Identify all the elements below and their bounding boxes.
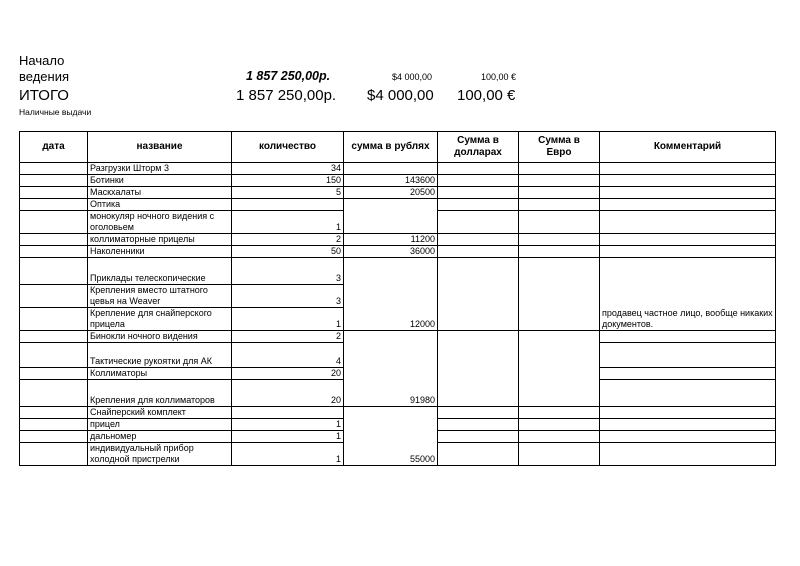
item-name: Маскхалаты: [88, 187, 232, 199]
col-eur: [519, 132, 600, 163]
item-name: Бинокли ночного видения: [88, 331, 232, 343]
item-rub: 55000: [344, 407, 438, 466]
col-date: дата: [20, 132, 88, 163]
item-rub: 11200: [344, 234, 438, 246]
col-rub: сумма в рублях: [344, 132, 438, 163]
cash-table: [19, 131, 776, 466]
start-label-line1: Начало: [19, 53, 65, 68]
item-name: Тактические рукоятки для АК: [88, 343, 232, 368]
section-title: Наличные выдачи: [19, 107, 92, 117]
col-comment: Комментарий: [600, 132, 776, 163]
start-usd: $4 000,00: [392, 72, 433, 82]
item-qty: 5: [232, 187, 344, 199]
item-qty: 3: [232, 285, 344, 308]
item-name: Коллиматоры: [88, 368, 232, 380]
start-label-line2: ведения: [19, 69, 70, 84]
item-rub: 20500: [344, 187, 438, 199]
total-eur: 100,00 €: [457, 87, 516, 104]
total-label: ИТОГО: [19, 87, 69, 104]
item-name: Крепление для снайперского прицела: [88, 308, 232, 331]
table-row: [20, 258, 776, 285]
total-rub: 1 857 250,00р.: [236, 87, 337, 104]
col-usd: [438, 132, 519, 163]
item-qty: 20: [232, 380, 344, 407]
table-row: [20, 175, 776, 187]
item-qty: 50: [232, 246, 344, 258]
item-rub: 143600: [344, 175, 438, 187]
item-name: прицел: [88, 419, 232, 431]
item-name: индивидуальный прибор холодной пристрелки: [88, 443, 232, 466]
item-name: монокуляр ночного видения с оголовьем: [88, 211, 232, 234]
item-name: Крепления вместо штатного цевья на Weaver: [88, 285, 232, 308]
item-name: Приклады телескопические: [88, 258, 232, 285]
table-row: [20, 187, 776, 199]
item-qty: 2: [232, 234, 344, 246]
item-qty: 34: [232, 163, 344, 175]
table-row: [20, 331, 776, 343]
item-rub: 12000: [344, 258, 438, 331]
item-qty: 2: [232, 331, 344, 343]
item-qty: 1: [232, 308, 344, 331]
col-qty: количество: [232, 132, 344, 163]
item-qty: 20: [232, 368, 344, 380]
table-row: [20, 234, 776, 246]
total-usd: $4 000,00: [367, 87, 434, 104]
item-name: Ботинки: [88, 175, 232, 187]
item-comment: продавец частное лицо, вообще никаких документов.: [600, 258, 776, 331]
item-rub: 91980: [344, 331, 438, 407]
item-qty: 4: [232, 343, 344, 368]
table-row: [20, 163, 776, 175]
item-qty: 1: [232, 443, 344, 466]
item-name: Оптика: [88, 199, 232, 211]
item-qty: 1: [232, 419, 344, 431]
item-name: коллиматорные прицелы: [88, 234, 232, 246]
item-name: Снайперский комплект: [88, 407, 232, 419]
table-row: [20, 246, 776, 258]
col-usd-l1: Сумма в: [457, 135, 499, 146]
col-usd-l2: долларах: [454, 147, 502, 158]
table-row: [20, 199, 776, 211]
start-rub: 1 857 250,00р.: [246, 69, 331, 83]
item-name: Разгрузки Шторм 3: [88, 163, 232, 175]
col-eur-l2: Евро: [546, 147, 572, 158]
item-qty: 150: [232, 175, 344, 187]
item-name: Крепления для коллиматоров: [88, 380, 232, 407]
item-qty: 1: [232, 431, 344, 443]
col-name: название: [88, 132, 232, 163]
start-eur: 100,00 €: [481, 72, 517, 82]
header-row: [20, 132, 776, 163]
table-row: [20, 407, 776, 419]
item-name: Наколенники: [88, 246, 232, 258]
item-qty: 1: [232, 211, 344, 234]
item-rub: 36000: [344, 246, 438, 258]
col-eur-l1: Сумма в: [538, 135, 580, 146]
item-qty: 3: [232, 258, 344, 285]
item-name: дальномер: [88, 431, 232, 443]
